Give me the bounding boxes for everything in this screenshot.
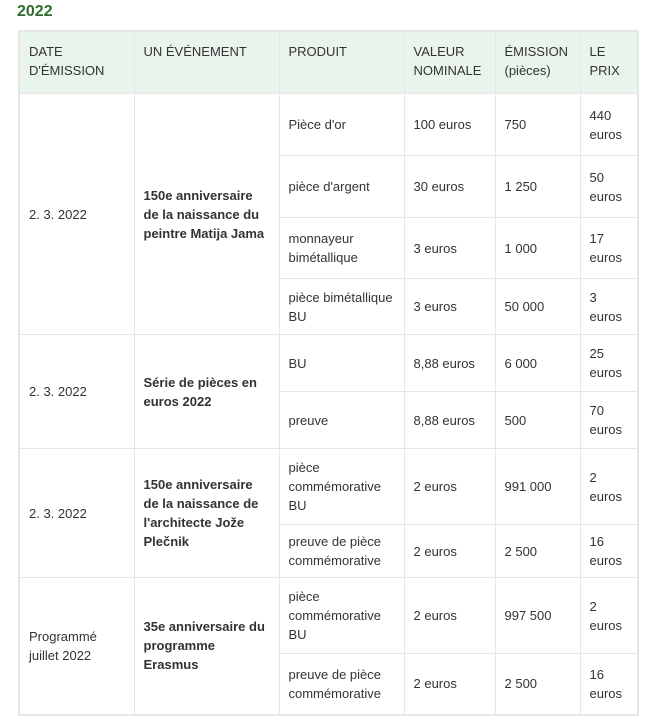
issue-quantity-cell: 1 000: [495, 218, 580, 279]
table-row: [19, 335, 638, 392]
price-cell: 440 euros: [580, 94, 638, 156]
product-cell: monnayeur bimétallique: [279, 218, 404, 279]
nominal-value-cell: 3 euros: [404, 218, 495, 279]
issue-date-cell: 2. 3. 2022: [19, 94, 134, 335]
nominal-value-cell: 100 euros: [404, 94, 495, 156]
nominal-value-cell: 2 euros: [404, 654, 495, 715]
product-cell: Pièce d'or: [279, 94, 404, 156]
issue-date-cell: Programmé juillet 2022: [19, 578, 134, 715]
header-date: DATE D'ÉMISSION: [19, 31, 134, 94]
header-product: PRODUIT: [279, 31, 404, 94]
table-row: [19, 449, 638, 525]
event-cell: 150e anniversaire de la naissance de l'architecte Jože Plečnik: [134, 449, 279, 578]
product-cell: pièce commémorative BU: [279, 449, 404, 525]
price-cell: 16 euros: [580, 525, 638, 578]
header-event: UN ÉVÉNEMENT: [134, 31, 279, 94]
product-cell: preuve: [279, 392, 404, 449]
product-cell: pièce d'argent: [279, 156, 404, 218]
header-nominal-value: VALEUR NOMINALE: [404, 31, 495, 94]
price-cell: 2 euros: [580, 578, 638, 654]
issue-quantity-cell: 2 500: [495, 654, 580, 715]
product-cell: preuve de pièce commémorative: [279, 654, 404, 715]
issue-quantity-cell: 750: [495, 94, 580, 156]
nominal-value-cell: 2 euros: [404, 578, 495, 654]
price-cell: 17 euros: [580, 218, 638, 279]
nominal-value-cell: 3 euros: [404, 279, 495, 335]
issue-quantity-cell: 997 500: [495, 578, 580, 654]
year-heading: 2022: [17, 3, 53, 20]
price-cell: 16 euros: [580, 654, 638, 715]
nominal-value-cell: 30 euros: [404, 156, 495, 218]
header-issue: ÉMISSION (pièces): [495, 31, 580, 94]
issue-quantity-cell: 2 500: [495, 525, 580, 578]
issue-date-cell: 2. 3. 2022: [19, 335, 134, 449]
event-cell: 35e anniversaire du programme Erasmus: [134, 578, 279, 715]
header-price: LE PRIX: [580, 31, 638, 94]
nominal-value-cell: 2 euros: [404, 525, 495, 578]
table-row: [19, 94, 638, 156]
issue-quantity-cell: 991 000: [495, 449, 580, 525]
nominal-value-cell: 8,88 euros: [404, 392, 495, 449]
product-cell: BU: [279, 335, 404, 392]
event-cell: Série de pièces en euros 2022: [134, 335, 279, 449]
nominal-value-cell: 8,88 euros: [404, 335, 495, 392]
price-cell: 25 euros: [580, 335, 638, 392]
table-header-row: [19, 31, 638, 94]
product-cell: pièce bimétallique BU: [279, 279, 404, 335]
price-cell: 50 euros: [580, 156, 638, 218]
issue-quantity-cell: 6 000: [495, 335, 580, 392]
issue-quantity-cell: 1 250: [495, 156, 580, 218]
issue-quantity-cell: 500: [495, 392, 580, 449]
price-cell: 2 euros: [580, 449, 638, 525]
nominal-value-cell: 2 euros: [404, 449, 495, 525]
price-cell: 70 euros: [580, 392, 638, 449]
coin-issues-table: [18, 30, 639, 716]
table-row: [19, 578, 638, 654]
issue-date-cell: 2. 3. 2022: [19, 449, 134, 578]
product-cell: pièce commémorative BU: [279, 578, 404, 654]
product-cell: preuve de pièce commémorative: [279, 525, 404, 578]
issue-quantity-cell: 50 000: [495, 279, 580, 335]
event-cell: 150e anniversaire de la naissance du peintre Matija Jama: [134, 94, 279, 335]
price-cell: 3 euros: [580, 279, 638, 335]
